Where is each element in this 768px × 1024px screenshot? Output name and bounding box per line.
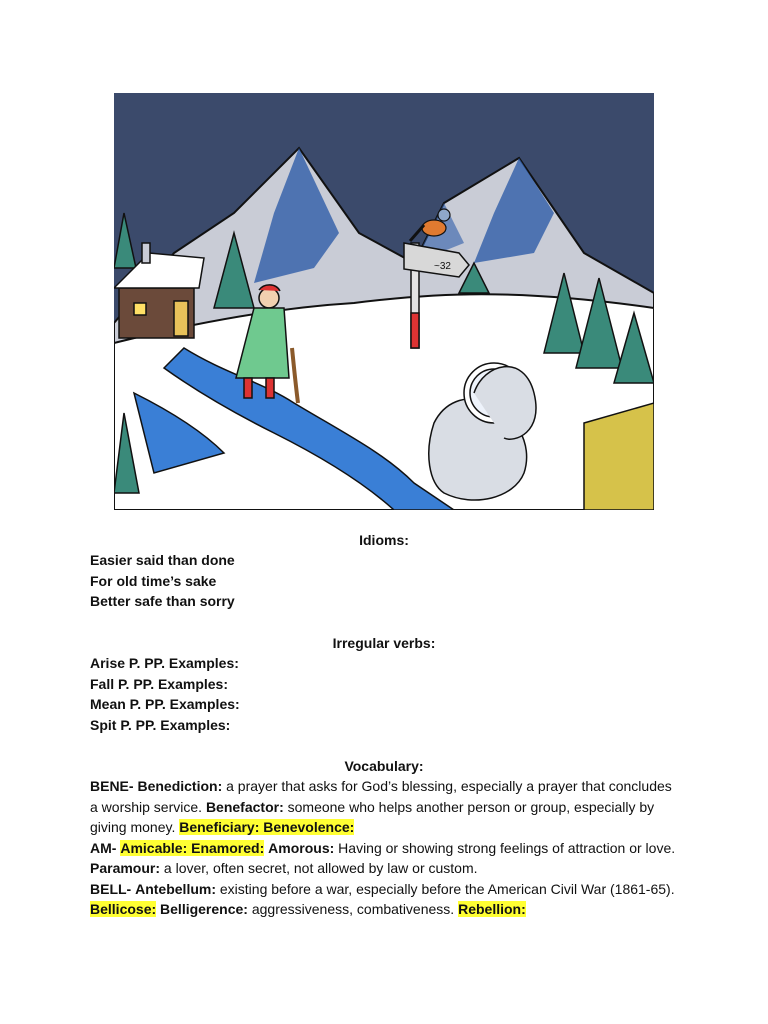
vocab-term: Belligerence: bbox=[160, 901, 248, 917]
vocabulary-heading: Vocabulary: bbox=[344, 758, 424, 774]
vocab-term-highlighted: Bellicose: bbox=[90, 901, 157, 917]
vocab-definition: a lover, often secret, not allowed by law or custom. bbox=[160, 860, 478, 876]
vocab-definition: aggressiveness, combativeness. bbox=[247, 901, 459, 917]
vocab-definition: someone who helps another person or group, especially by giving money. bbox=[90, 798, 655, 835]
vocab-term-highlighted: Amicable: Enamored: bbox=[120, 839, 265, 856]
vocab-term: Benefactor: bbox=[205, 798, 284, 815]
irregular-verbs-heading: Irregular verbs: bbox=[332, 635, 436, 651]
vocab-definition: Having or showing strong feelings of attraction or love. bbox=[334, 839, 676, 856]
vocabulary-body bbox=[90, 776, 680, 920]
vocab-entry-bene bbox=[90, 776, 680, 838]
vocab-term: Amorous: bbox=[268, 839, 335, 856]
vocab-prefix: BELL- bbox=[90, 880, 132, 897]
list-item: Arise P. PP. Examples: bbox=[90, 655, 239, 671]
idioms-heading: Idioms: bbox=[359, 532, 409, 548]
vocab-prefix: AM- bbox=[90, 839, 117, 856]
vocab-definition: existing before a war, especially before the American Civil War (1861-65). bbox=[216, 880, 675, 897]
list-item: Spit P. PP. Examples: bbox=[90, 716, 231, 733]
idioms-list bbox=[90, 550, 680, 612]
list-item: Mean P. PP. Examples: bbox=[90, 696, 240, 712]
vocab-prefix: BENE- bbox=[90, 778, 134, 794]
list-item: For old time’s sake bbox=[90, 572, 217, 589]
vocab-term: Antebellum: bbox=[135, 880, 216, 897]
list-item: Easier said than done bbox=[90, 552, 235, 568]
vocab-term-highlighted: Beneficiary: Benevolence: bbox=[179, 819, 355, 835]
vocab-term: Paramour: bbox=[90, 860, 161, 876]
list-item: Better safe than sorry bbox=[90, 593, 235, 609]
vocab-term: Benediction: bbox=[137, 778, 223, 794]
vocab-entry-bell bbox=[90, 879, 680, 920]
vocab-entry-am bbox=[90, 838, 680, 879]
vocab-definition: a prayer that asks for God’s blessing, especially a prayer that concludes a worship service. bbox=[90, 778, 672, 815]
winter-scene-illustration bbox=[114, 93, 654, 510]
irregular-verbs-list bbox=[90, 653, 680, 735]
vocab-term-highlighted: Rebellion: bbox=[458, 901, 526, 917]
signpost-text: ~32 bbox=[434, 261, 451, 272]
list-item: Fall P. PP. Examples: bbox=[90, 675, 229, 692]
